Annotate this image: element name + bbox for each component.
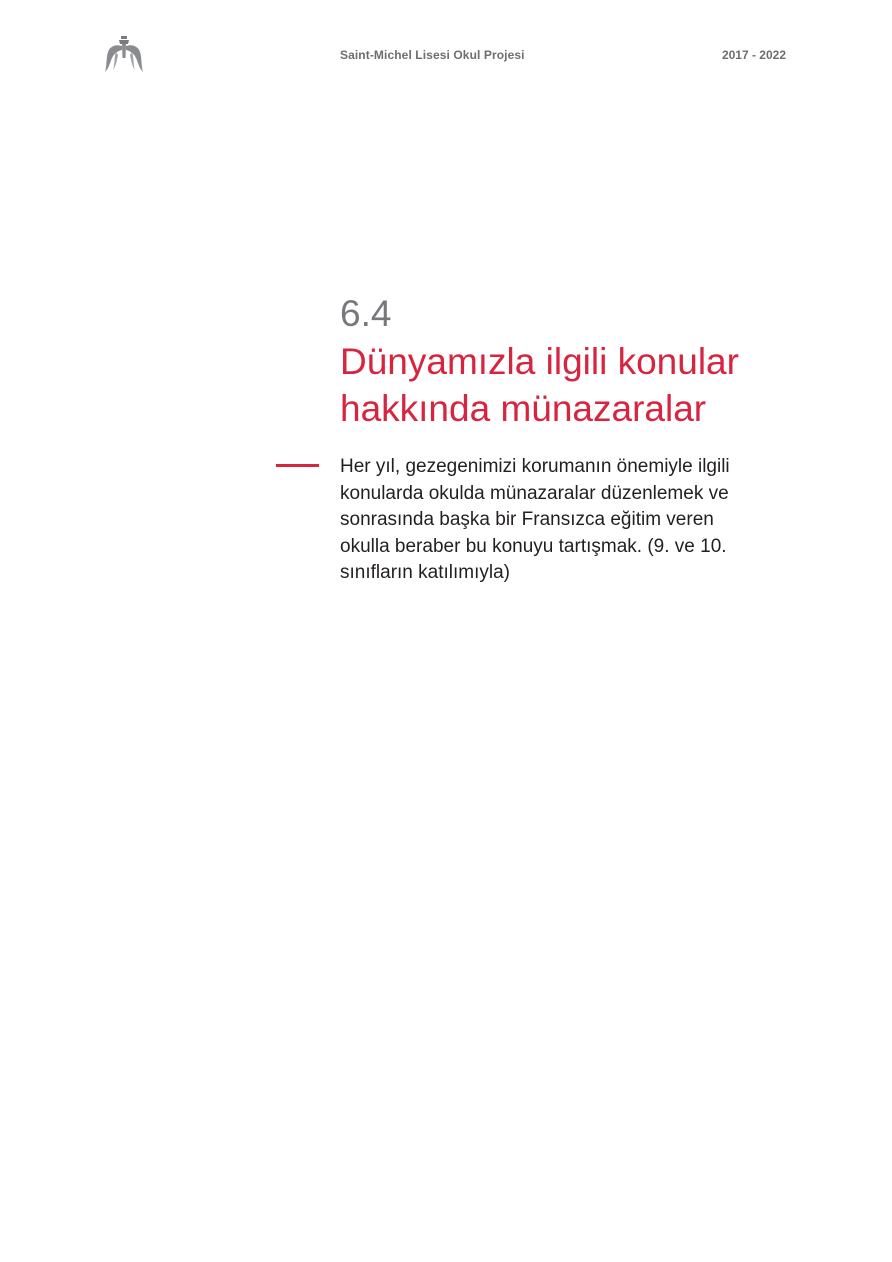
school-emblem-icon	[104, 36, 144, 74]
section-body-text: Her yıl, gezegenimizi korumanın önemiyle ilgili konularda okulda münazaralar düzenlemek ve sonrasında başka bir Fransızca eğitim veren okulla beraber bu konuyu tartışmak. (9. ve 10. sınıfların katılımıyla)	[340, 456, 730, 583]
section-title: Dünyamızla ilgili konular hakkında münazaralar	[340, 341, 739, 429]
header-years: 2017 - 2022	[721, 48, 786, 62]
header-title: Saint-Michel Lisesi Okul Projesi	[340, 48, 525, 62]
accent-rule	[276, 464, 319, 467]
section-number: 6.4	[340, 293, 392, 334]
